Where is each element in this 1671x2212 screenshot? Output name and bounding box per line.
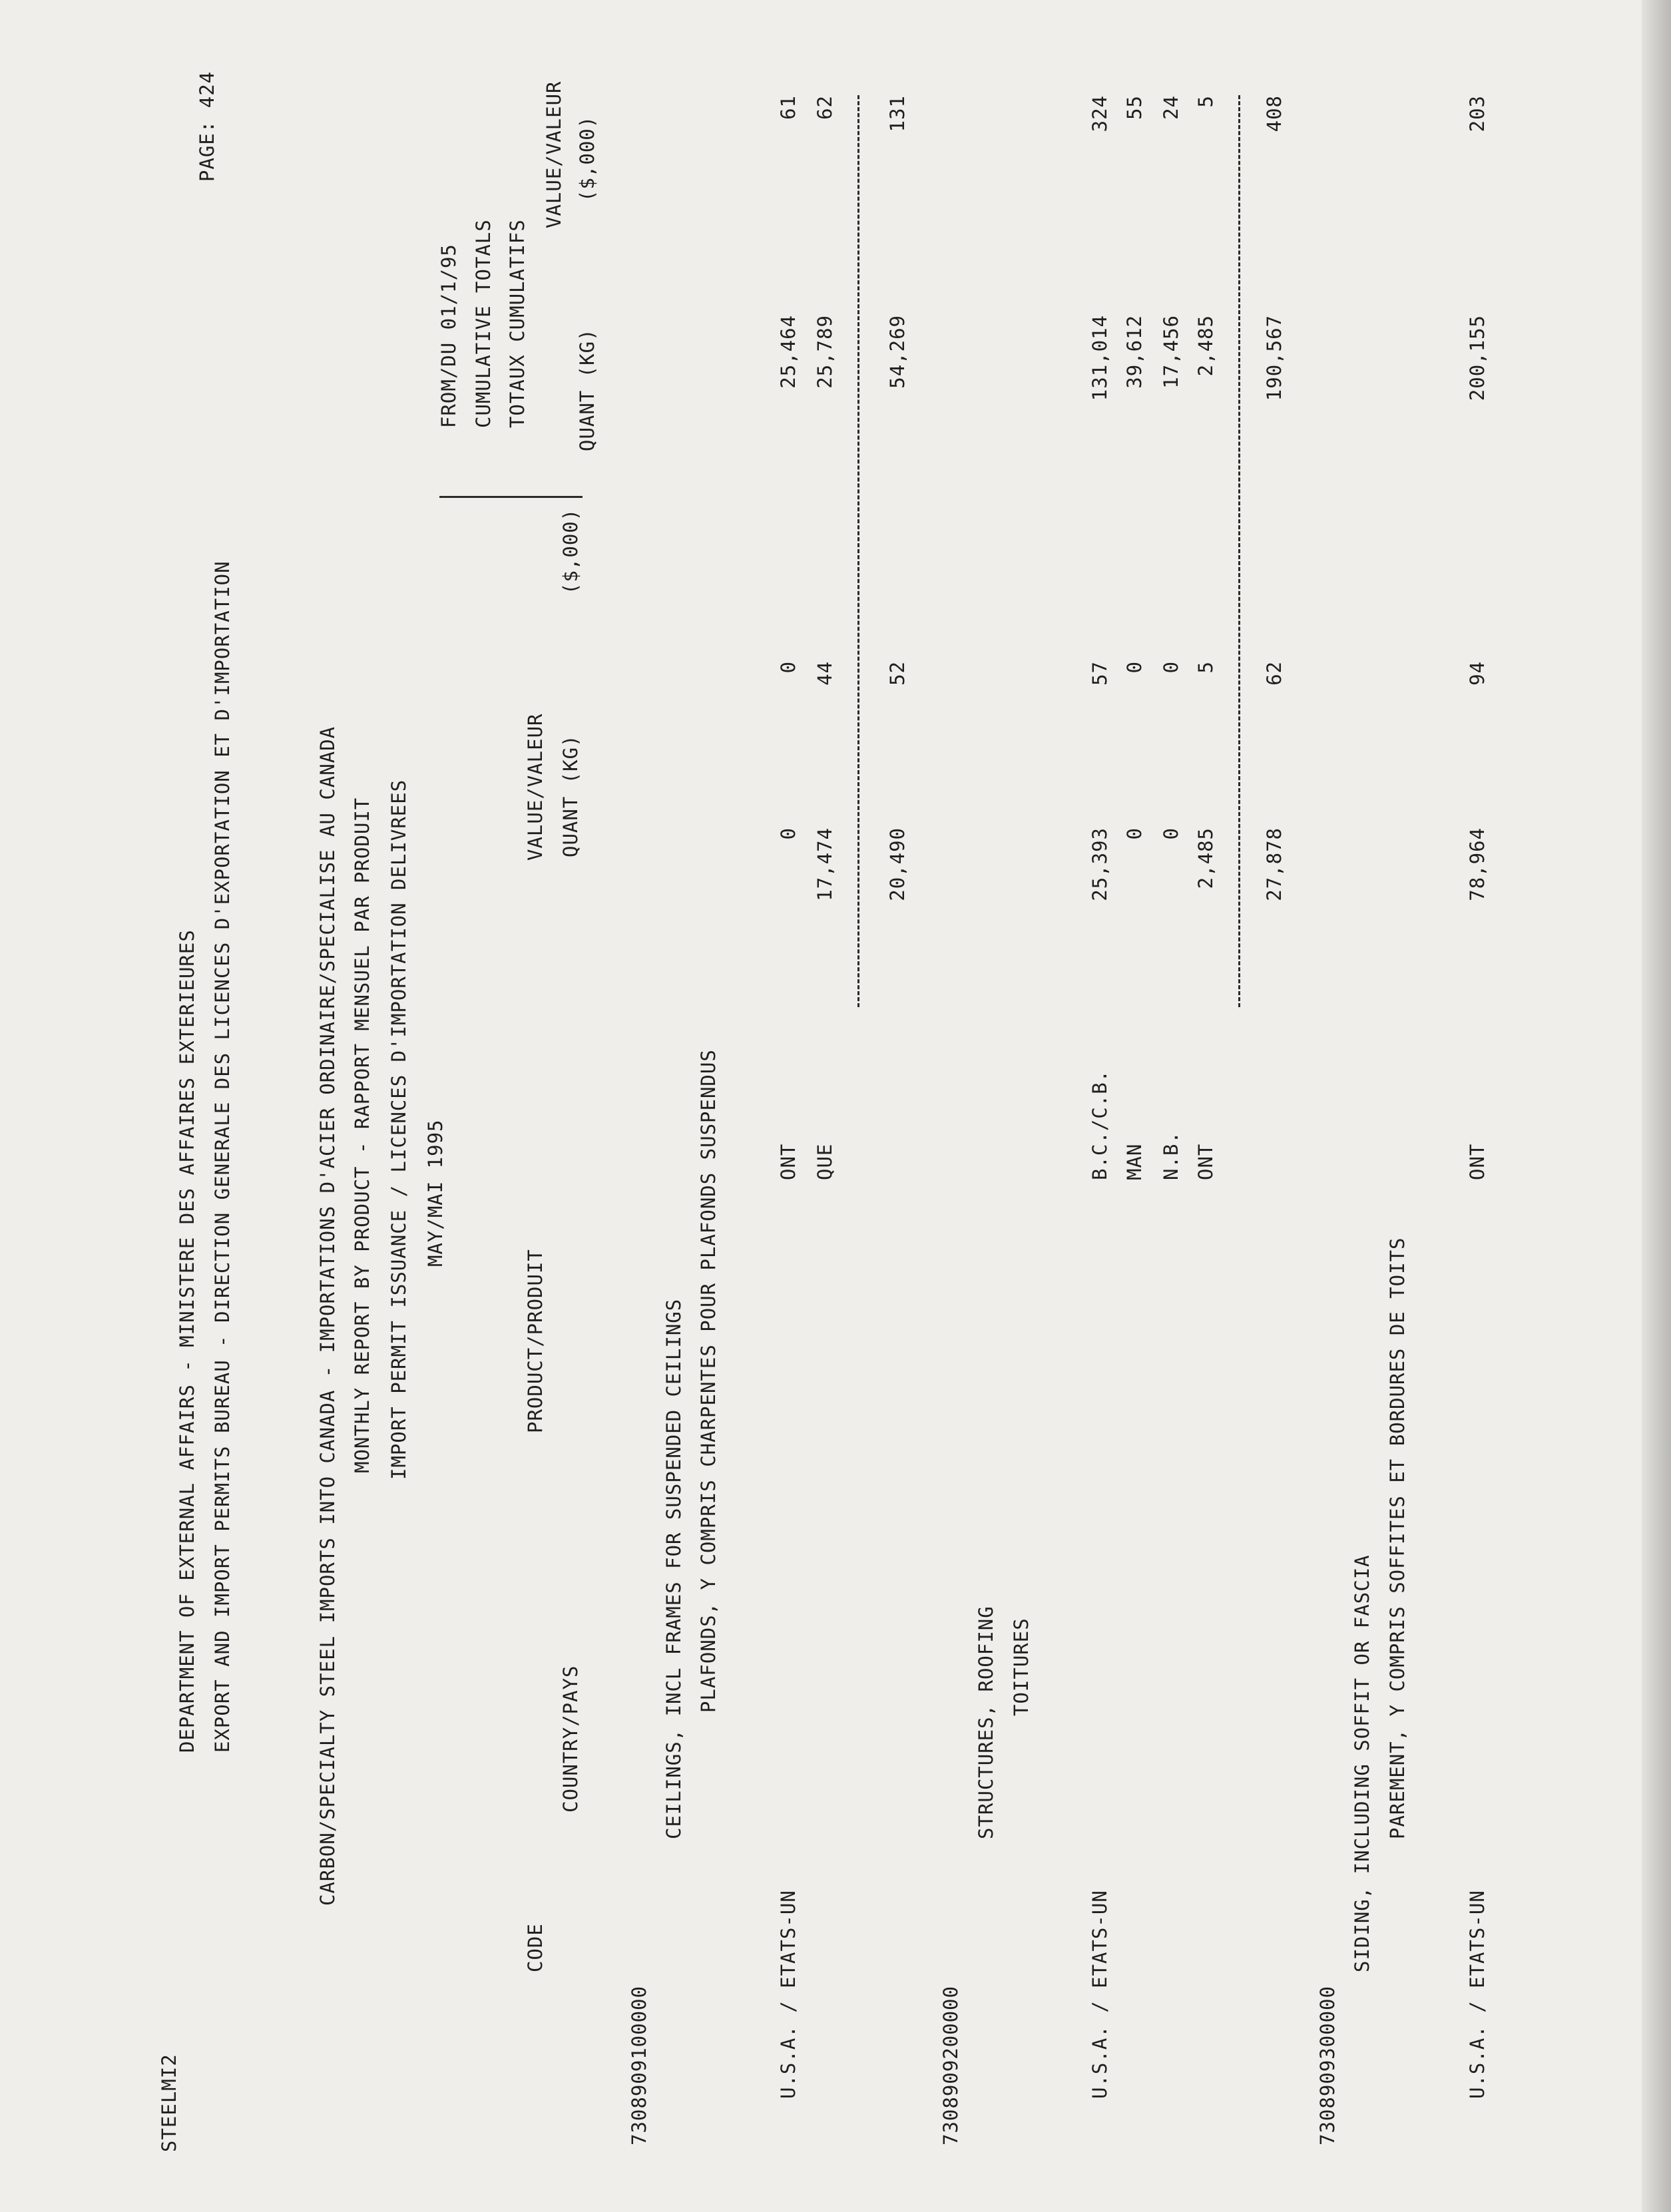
department-line: DEPARTMENT OF EXTERNAL AFFAIRS - MINISTERE DES AFFAIRES EXTERIEURES <box>176 929 198 1753</box>
report-permit-line: IMPORT PERMIT ISSUANCE / LICENCES D'IMPORTATION DELIVREES <box>387 779 410 1480</box>
subtotal-cumulative-quantity: 190,567 <box>1263 315 1286 401</box>
month-quantity: 0 <box>1123 827 1146 840</box>
product-code: 7308909300000 <box>1316 1986 1339 2145</box>
month-quantity: 17,474 <box>814 827 836 901</box>
report-title: CARBON/SPECIALTY STEEL IMPORTS INTO CANADA - IMPORTATIONS D'ACIER ORDINAIRE/SPECIALISE AU CANADA <box>316 726 339 1906</box>
subtotal-cumulative-value: 408 <box>1263 95 1286 132</box>
subtotal-value: 52 <box>886 661 909 686</box>
cumulative-value: 324 <box>1088 95 1111 132</box>
product-code: 7308909200000 <box>939 1986 962 2145</box>
cumulative-quantity: 200,155 <box>1466 315 1489 401</box>
subtotal-cumulative-quantity: 54,269 <box>886 315 909 389</box>
cumulative-value: 61 <box>777 95 800 120</box>
month-value: 5 <box>1194 661 1217 674</box>
quant-month-header: QUANT (KG) <box>559 734 582 857</box>
bureau-line: EXPORT AND IMPORT PERMITS BUREAU - DIRECTION GENERALE DES LICENCES D'EXPORTATION ET D'IMPORTATION <box>211 560 234 1753</box>
month-quantity: 78,964 <box>1466 827 1489 901</box>
product-description-fr: PAREMENT, Y COMPRIS SOFFITES ET BORDURES DE TOITS <box>1386 1237 1409 1839</box>
province-code: ONT <box>1466 1143 1489 1180</box>
value-cum-unit: ($,000) <box>576 115 598 202</box>
country-name: U.S.A. / ETATS-UN <box>777 1890 800 2099</box>
month-value: 0 <box>1160 661 1182 674</box>
month-value: 44 <box>814 661 836 686</box>
province-code: ONT <box>1194 1143 1217 1180</box>
cumulative-quantity: 17,456 <box>1160 315 1182 389</box>
column-divider <box>439 496 583 498</box>
province-code: N.B. <box>1160 1131 1182 1180</box>
product-column-header: PRODUCT/PRODUIT <box>524 1249 547 1433</box>
subtotal-rule <box>1238 95 1240 1007</box>
cumulative-quantity: 2,485 <box>1194 315 1217 377</box>
subtotal-value: 62 <box>1263 661 1286 686</box>
subtotal-cumulative-value: 131 <box>886 95 909 132</box>
value-month-unit: ($,000) <box>559 508 582 594</box>
report-subtitle: MONTHLY REPORT BY PRODUCT - RAPPORT MENSUEL PAR PRODUIT <box>351 797 373 1473</box>
quant-cum-header: QUANT (KG) <box>576 328 598 451</box>
month-quantity: 25,393 <box>1088 827 1111 901</box>
report-id: STEELMI2 <box>158 2054 180 2152</box>
province-code: ONT <box>777 1143 800 1180</box>
cumulative-quantity: 25,789 <box>814 315 836 389</box>
month-quantity: 0 <box>777 827 800 840</box>
country-name: U.S.A. / ETATS-UN <box>1088 1890 1111 2099</box>
cumulative-totals-fr-header: TOTAUX CUMULATIFS <box>506 219 529 428</box>
cumulative-quantity: 131,014 <box>1088 315 1111 401</box>
cumulative-value: 24 <box>1160 95 1182 120</box>
month-quantity: 2,485 <box>1194 827 1217 889</box>
province-code: QUE <box>814 1143 836 1180</box>
report-period: MAY/MAI 1995 <box>424 1119 447 1267</box>
cumulative-value: 62 <box>814 95 836 120</box>
cumulative-quantity: 25,464 <box>777 315 800 389</box>
cumulative-totals-header: CUMULATIVE TOTALS <box>472 219 495 428</box>
code-column-header: CODE <box>524 1923 547 1972</box>
province-code: MAN <box>1123 1143 1146 1180</box>
product-description-fr: TOITURES <box>1010 1618 1033 1716</box>
month-value: 57 <box>1088 661 1111 686</box>
month-value: 0 <box>1123 661 1146 674</box>
product-description-en: CEILINGS, INCL FRAMES FOR SUSPENDED CEILINGS <box>662 1298 685 1839</box>
product-description-en: SIDING, INCLUDING SOFFIT OR FASCIA <box>1351 1554 1373 1972</box>
province-code: B.C./C.B. <box>1088 1069 1111 1180</box>
from-date-header: FROM/DU 01/1/95 <box>437 244 460 428</box>
product-code: 7308909100000 <box>628 1986 650 2145</box>
product-description-en: STRUCTURES, ROOFING <box>975 1606 997 1839</box>
country-name: U.S.A. / ETATS-UN <box>1466 1890 1489 2099</box>
subtotal-quantity: 27,878 <box>1263 827 1286 901</box>
country-column-header: COUNTRY/PAYS <box>559 1665 582 1813</box>
month-value: 0 <box>777 661 800 674</box>
cumulative-quantity: 39,612 <box>1123 315 1146 389</box>
cumulative-value: 55 <box>1123 95 1146 120</box>
product-description-fr: PLAFONDS, Y COMPRIS CHARPENTES POUR PLAFONDS SUSPENDUS <box>697 1049 720 1713</box>
cumulative-value: 5 <box>1194 95 1217 108</box>
month-value: 94 <box>1466 661 1489 686</box>
subtotal-rule <box>857 95 859 1007</box>
page-number: PAGE: 424 <box>196 71 218 182</box>
value-cum-header: VALUE/VALEUR <box>543 81 565 228</box>
value-month-header: VALUE/VALEUR <box>524 713 547 861</box>
subtotal-quantity: 20,490 <box>886 827 909 901</box>
month-quantity: 0 <box>1160 827 1182 840</box>
cumulative-value: 203 <box>1466 95 1489 132</box>
